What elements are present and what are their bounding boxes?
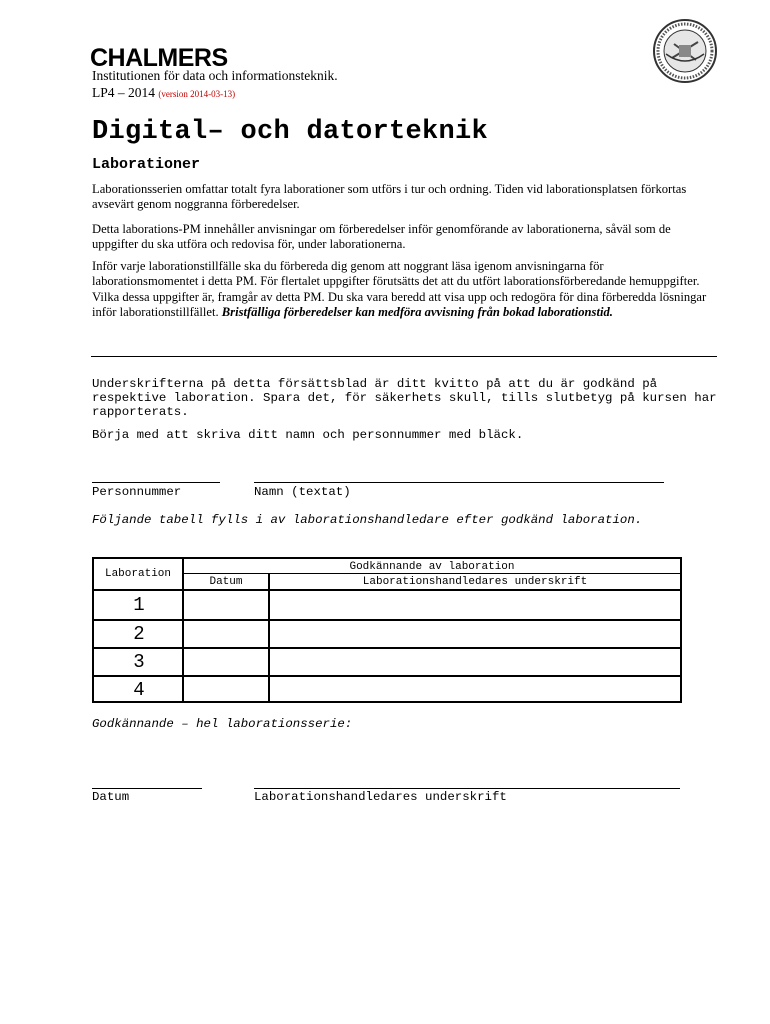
table-row-number: 3 (133, 651, 145, 673)
table-row-number: 2 (133, 623, 145, 645)
horizontal-rule (91, 356, 717, 357)
warning-text: Bristfälliga förberedelser kan medföra avvisning från bokad laborationstid. (221, 305, 613, 320)
personnummer-label: Personnummer (92, 485, 182, 499)
table-note: Följande tabell fylls i av laborationshandledare efter godkänd laboration. (92, 513, 643, 527)
period-text: LP4 – 2014 (92, 85, 156, 100)
intro-paragraph-3 (92, 259, 712, 321)
name-line[interactable] (254, 482, 664, 483)
supervisor-signature-label: Laborationshandledares underskrift (254, 790, 507, 804)
date-line[interactable] (92, 788, 202, 789)
version-text: (version 2014-03-13) (158, 89, 236, 99)
personnummer-line[interactable] (92, 482, 220, 483)
chalmers-logo: CHALMERS (90, 44, 228, 72)
date-label: Datum (92, 790, 130, 804)
university-seal-icon (652, 18, 718, 84)
receipt-text: Underskrifterna på detta försättsblad är ditt kvitto på att du är godkänd på respektive laboration. Spara det, för säkerhets skull, tills slutbetyg på kursen har rapporterats. (92, 377, 725, 419)
col-laboration-header: Laboration (104, 568, 171, 580)
institution-line: Institutionen för data och informationsteknik. (92, 68, 338, 83)
lab-approval-table (92, 557, 682, 703)
document-title: Digital– och datorteknik (92, 117, 489, 147)
table-row-number: 4 (133, 679, 145, 701)
preparation-text: Inför varje laborationstillfälle ska du förbereda dig genom att noggrant läsa igenom anvisningarna för laborationsmomentet i detta PM. För flertalet uppgifter förutsätts det att du utfört laborationsförberedande hemuppgifter. Vilka dessa uppgifter är, framgår av detta PM. Du ska vara beredd att visa upp och redogöra för dina förberedda lösningar inför laborationstillfället. (92, 259, 707, 320)
table-row-number: 1 (133, 594, 145, 616)
supervisor-signature-line[interactable] (254, 788, 680, 789)
period-line (92, 85, 235, 102)
col-signature-header: Laborationshandledares underskrift (362, 576, 588, 588)
ink-instruction: Börja med att skriva ditt namn och personnummer med bläck. (92, 428, 524, 442)
col-date-header: Datum (209, 576, 243, 588)
series-approval-label: Godkännande – hel laborationsserie: (92, 717, 353, 731)
intro-paragraph-1: Laborationsserien omfattar totalt fyra laborationer som utförs i tur och ordning. Tiden vid laborationsplatsen förkortas avsevärt genom noggranna förberedelser. (92, 182, 687, 212)
approval-group-header: Godkännande av laboration (349, 561, 515, 573)
name-label: Namn (textat) (254, 485, 351, 499)
intro-paragraph-2: Detta laborations-PM innehåller anvisningar om förberedelser inför genomförande av laborationerna, såväl som de uppgifter du ska utföra och redovisa för, under laborationerna. (92, 222, 671, 252)
section-title: Laborationer (92, 156, 201, 173)
